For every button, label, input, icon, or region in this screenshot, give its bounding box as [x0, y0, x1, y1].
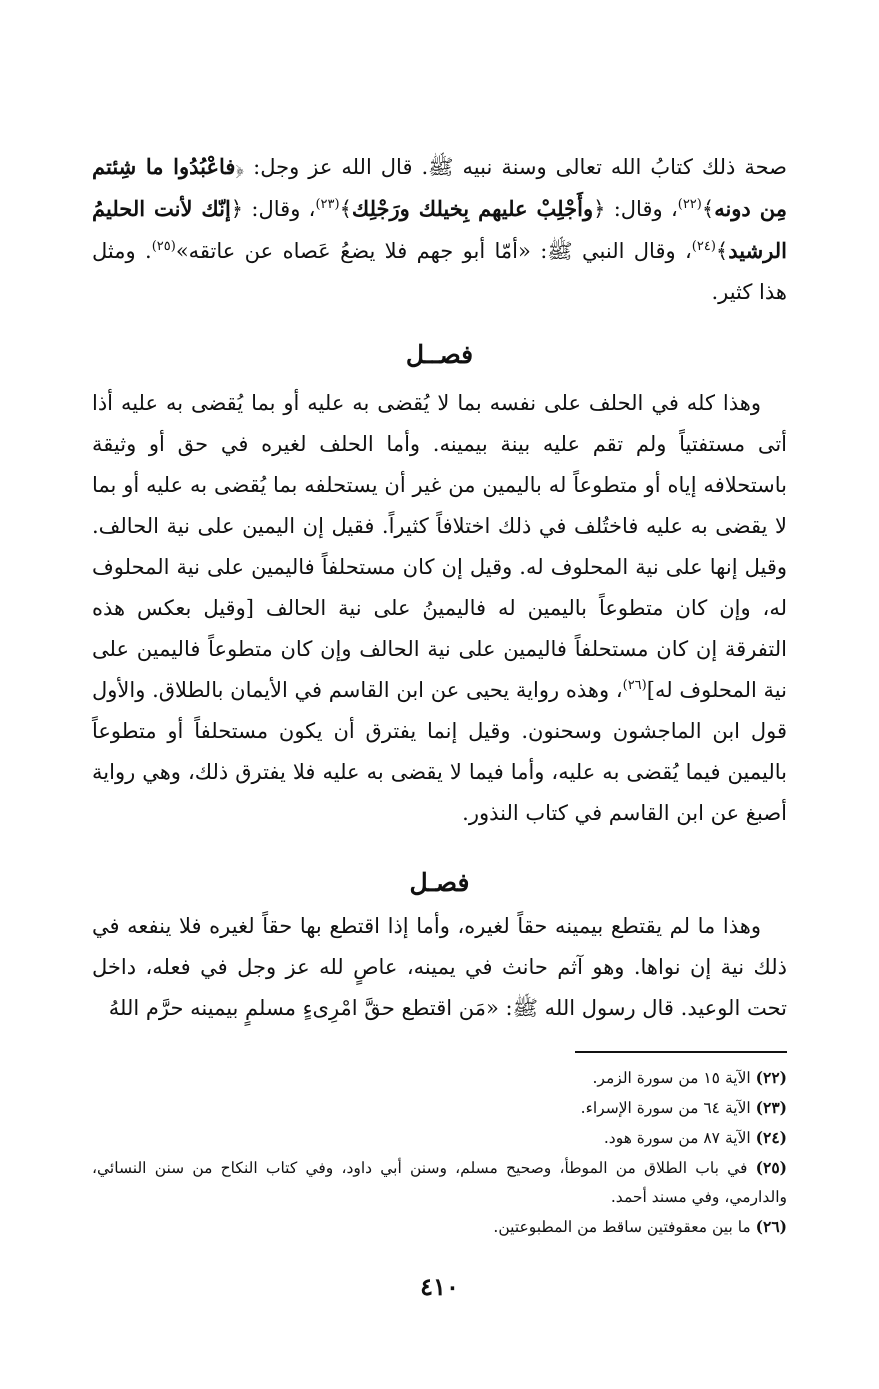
para1-text-8: . ومثل هذا كثير.: [92, 239, 787, 304]
para1-text-5: ، وقال: ﴿: [230, 197, 316, 221]
para2-text-1: وهذا كله في الحلف على نفسه بما لا يُقضى به عليه أو بما يُقضى به عليه أذا أتى مستفتياً ولم تقم عليه بينة بيمينه. وأما الحلف لغيره في حق أو وثيقة باستحلافه إياه أو متطوعاً له باليمين من غير أن يستحلفه بما يُقضى به عليه أو بما لا يقضى به عليه فاختُلف في ذلك اختلافاً كثيراً. فقيل إن اليمين على نية الحالف. وقيل إنها على نية المحلوف له. وقيل إن كان مستحلفاً فاليمين على نية المحلوف له، وإن كان متطوعاً باليمين له فاليمينُ على نية الحالف [وقيل بعكس هذه التفرقة إن كان مستحلفاً فاليمين على نية الحالف وإن كان متطوعاً فاليمين على نية المحلوف له]: [92, 391, 787, 702]
footnote-ref-25: (٢٥): [151, 239, 176, 254]
footnote-text: في باب الطلاق من الموطأ، وصحيح مسلم، وسنن أبي داود، وفي كتاب النكاح من سنن النسائي، والدارمي، وفي مسند أحمد.: [92, 1159, 787, 1206]
footnote-separator: [575, 1051, 787, 1053]
footnote-text: الآية ٨٧ من سورة هود.: [603, 1129, 751, 1147]
footnote-26: [92, 1212, 787, 1242]
section-heading-2: فصـل: [409, 868, 470, 897]
footnote-text: الآية ٦٤ من سورة الإسراء.: [580, 1099, 751, 1117]
footnote-text: ما بين معقوفتين ساقط من المطبوعتين.: [493, 1218, 751, 1236]
section-heading-1: فصــل: [405, 340, 474, 369]
opening-paragraph: [92, 146, 787, 313]
footnote-text: الآية ١٥ من سورة الزمر.: [592, 1069, 751, 1087]
footnote-24: [92, 1123, 787, 1153]
footnote-number: (٢٤): [755, 1128, 787, 1147]
footnote-number: (٢٢): [755, 1068, 787, 1087]
para2-text-2: ، وهذه رواية يحيى عن ابن القاسم في الأيمان بالطلاق. والأول قول ابن الماجشون وسحنون. وقيل إنما يفترق أن يكون مستحلفاً أو متطوعاً باليمين فيما يُقضى به عليه، وأما فيما لا يقضى به عليه فلا يفترق ذلك، وهي رواية أصبغ عن ابن القاسم في كتاب النذور.: [92, 678, 787, 825]
footnote-ref-23: (٢٣): [315, 197, 340, 212]
quran-quote-2: وأَجْلِبْ عليهم بِخيلك ورَجْلِك: [351, 196, 594, 221]
footnote-number: (٢٣): [755, 1098, 787, 1117]
page-number: ٤١٠: [420, 1272, 459, 1301]
para1-text-1: صحة ذلك كتابُ الله تعالى وسنة نبيه ﷺ. قال الله عز وجل: ﴿: [235, 155, 787, 179]
footnote-23: [92, 1093, 787, 1123]
footnote-ref-24: (٢٤): [691, 239, 716, 254]
para1-text-6: ﴾: [715, 239, 729, 263]
para1-text-4: ﴾: [339, 197, 352, 221]
footnote-25: [92, 1153, 787, 1212]
footnote-number: (٢٥): [755, 1158, 788, 1177]
footnotes: [92, 1063, 787, 1242]
section-1-paragraph: [92, 383, 787, 834]
para1-text-2: ﴾: [701, 197, 715, 221]
footnote-ref-22: (٢٢): [677, 197, 702, 212]
para1-text-7: ، وقال النبي ﷺ: «أمّا أبو جهم فلا يضعُ عَصاه عن عاتقه»: [175, 239, 692, 263]
footnote-ref-26: (٢٦): [622, 678, 647, 693]
para3-text: وهذا ما لم يقتطع بيمينه حقاً لغيره، وأما إذا اقتطع بها حقاً لغيره فلا ينفعه في ذلك نية إن نواها. وهو آثم حانث في يمينه، عاصٍ لله عز وجل في فعله، داخل تحت الوعيد. قال رسول الله ﷺ: «مَن اقتطع حقَّ امْرِىءٍ مسلمٍ بيمينه حرَّم اللهُ: [92, 914, 787, 1020]
para1-text-3: ، وقال: ﴿: [593, 197, 678, 221]
quran-quote-1: فاعْبُدُوا ما شِئتم مِن دونه: [92, 154, 787, 221]
footnote-number: (٢٦): [755, 1217, 787, 1236]
footnote-22: [92, 1063, 787, 1093]
section-2-paragraph: [92, 906, 787, 1029]
quran-quote-3: إنّك لأنت الحليمُ الرشيد: [92, 196, 788, 263]
